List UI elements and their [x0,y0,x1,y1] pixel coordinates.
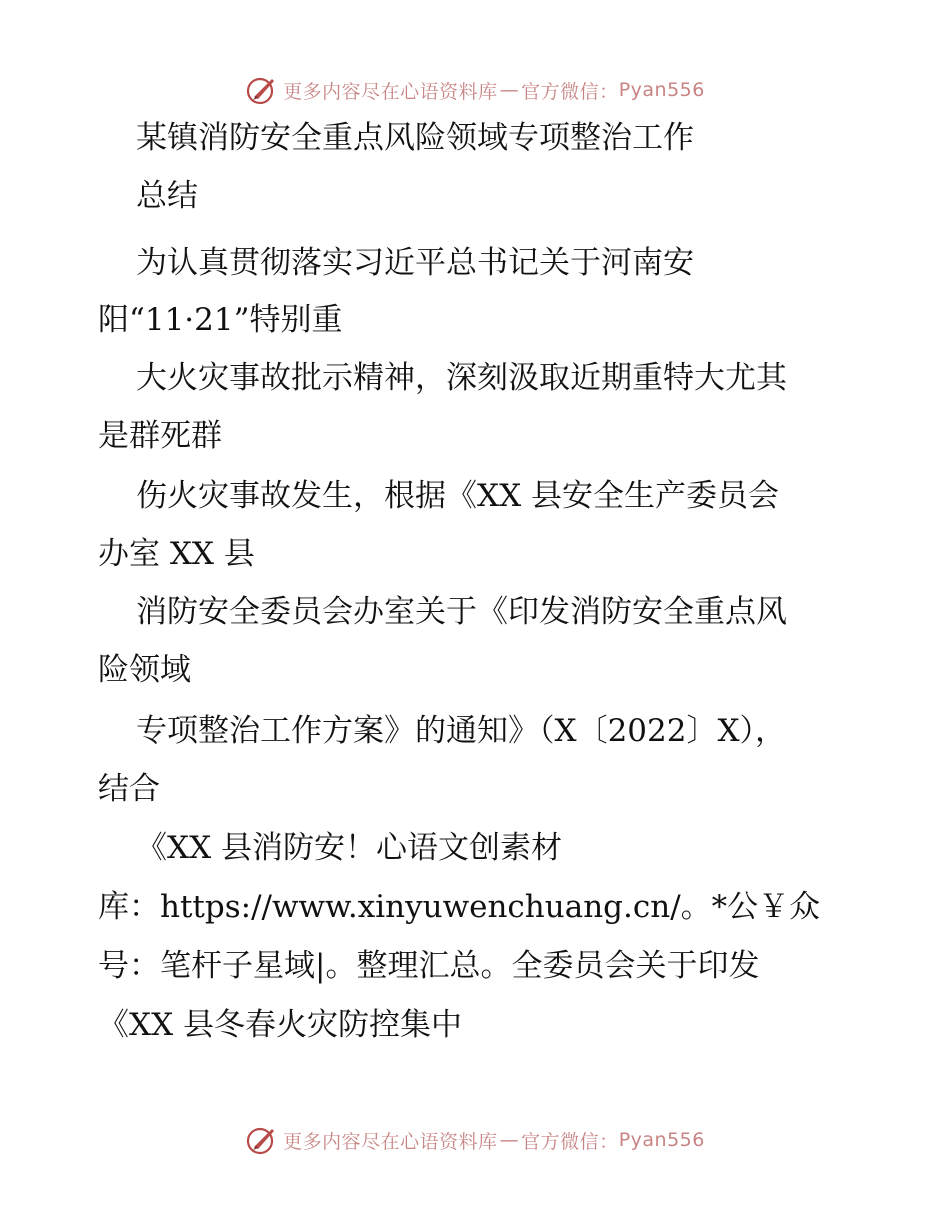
paragraph-line: 专项整治工作方案》的通知》（X〔2022〕X）， [136,713,787,749]
paragraph-line: 是群死群 [98,418,222,454]
watermark-footer [0,1120,950,1160]
watermark-text: 更多内容尽在心语资料库 [283,1130,498,1153]
watermark-contact-id: Pyan556 [618,1129,705,1151]
doc-title-line-1: 某镇消防安全重点风险领域专项整治工作 [136,120,694,156]
doc-title-line-2: 总结 [136,178,198,214]
paragraph-line: 险领域 [98,652,191,688]
watermark-contact-id: Pyan556 [618,79,705,101]
paragraph-line: 结合 [98,771,160,807]
paragraph-line: 库：https://www.xinyuwenchuang.cn/。*公￥众 [98,889,821,925]
paragraph-line: 为认真贯彻落实习近平总书记关于河南安 [136,245,694,281]
watermark-header [0,70,950,110]
paragraph-line: 伤火灾事故发生，根据《XX 县安全生产委员会 [136,478,779,514]
quill-logo-icon [245,73,279,107]
watermark-contact-label: 官方微信： [521,1130,619,1153]
quill-logo-icon [245,1123,279,1157]
watermark-text: 更多内容尽在心语资料库 [283,80,498,103]
paragraph-line: 消防安全委员会办室关于《印发消防安全重点风 [136,594,787,630]
watermark-dash: — [499,1129,520,1151]
paragraph-line: 阳“11·21”特别重 [98,302,343,338]
paragraph-line: 办室 XX 县 [98,536,255,572]
paragraph-line: 大火灾事故批示精神，深刻汲取近期重特大尤其 [136,360,787,396]
paragraph-line: 《XX 县冬春火灾防控集中 [98,1007,462,1043]
watermark-contact-label: 官方微信： [521,80,619,103]
watermark-dash: — [499,79,520,101]
paragraph-line: 号：笔杆子星域|。整理汇总。全委员会关于印发 [98,948,760,984]
paragraph-line: 《XX 县消防安！心语文创素材 [136,830,562,866]
